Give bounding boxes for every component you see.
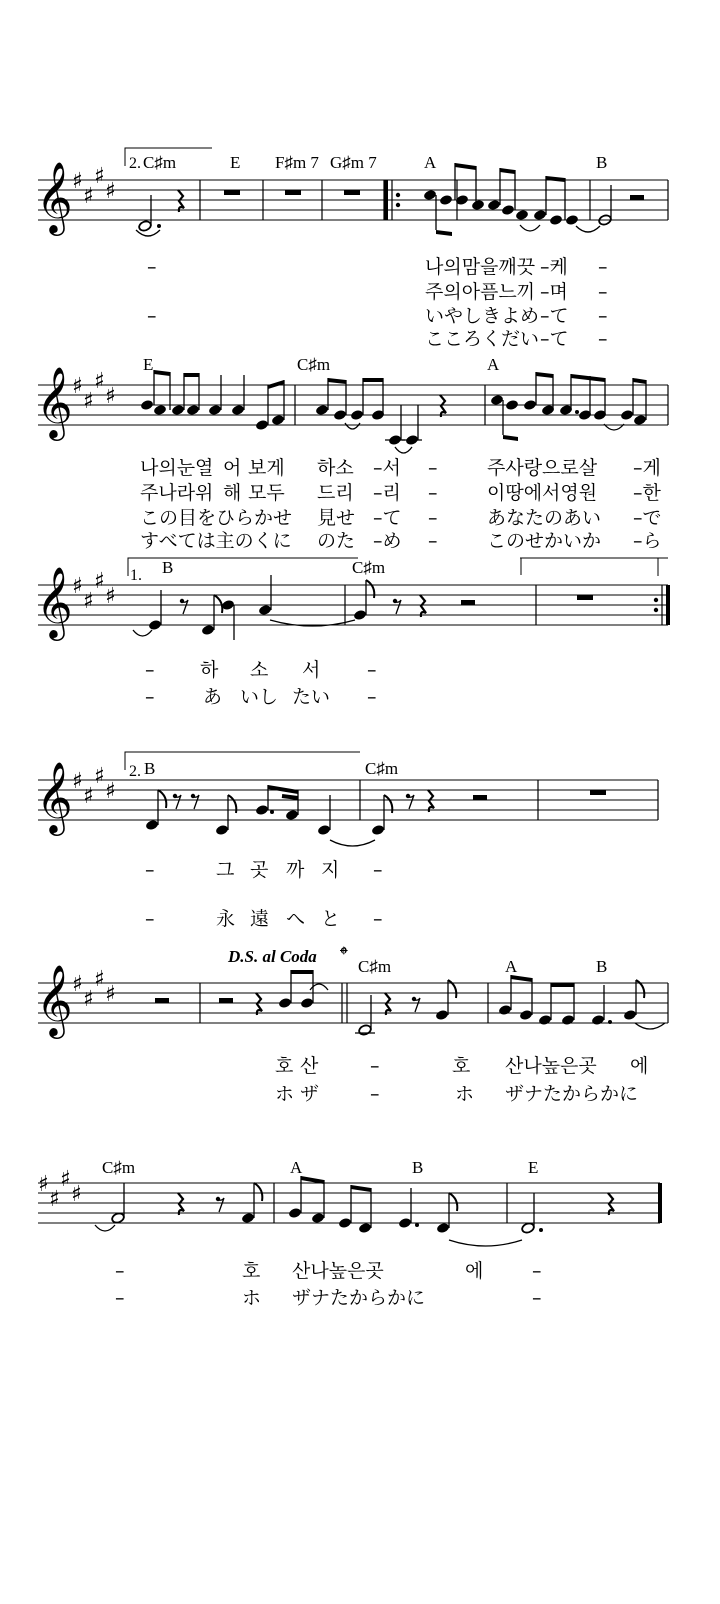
lyric-syllable: 호 [242,1260,261,1282]
note-head [523,399,537,411]
quarter-rest-icon [385,993,391,1015]
lyric-syllable: –서 [373,457,401,479]
lyric-syllable: この目をひらかせ [140,507,293,529]
note-head [435,1009,449,1021]
lyric-syllable: ザナたからかに [505,1083,639,1105]
note-beam [633,378,646,384]
note-head [138,220,152,232]
sharp-icon: ♯ [94,164,105,189]
note-head [285,809,299,821]
lyric-syllable: – [115,1287,125,1309]
lyric-syllable: 까 [286,859,305,881]
chord-label: E [143,355,154,374]
eighth-rest-icon [175,795,181,809]
lyric-syllable: 에 [630,1055,649,1077]
tie-slur [330,840,375,846]
chord-label: B [596,957,608,976]
volta-label: 2. [129,155,141,172]
note-head [278,997,292,1009]
lyric-syllable: – [373,859,383,881]
lyric-syllable: 주의아픔느끼 [425,281,536,303]
repeat-dot [396,193,400,197]
tie-slur [345,423,360,429]
note-head [549,214,563,226]
note-head [215,824,229,836]
note-beam [351,1185,371,1192]
note-head [208,404,222,416]
lyric-syllable: – [370,1055,380,1077]
lyric-syllable: このせかいか [487,530,602,552]
lyric-syllable: 遠 [250,908,270,930]
lyric-syllable: – [145,686,155,708]
note-dot [270,810,274,814]
note-head [333,409,347,421]
lyric-syllable: 호 [452,1055,471,1077]
note-beam [455,163,476,170]
chord-label: A [424,153,437,172]
chord-label: B [144,759,156,778]
sharp-icon: ♯ [105,982,116,1007]
tie-slur [576,226,600,232]
sharp-icon: ♯ [105,384,116,409]
note-head [358,1222,372,1234]
treble-clef-icon: 𝄞 [36,160,73,233]
lyric-syllable: ホ [275,1083,295,1105]
note-head [350,409,364,421]
note-beam [184,373,199,377]
lyric-syllable: あ [203,686,223,708]
lyric-syllable: – [367,659,377,681]
lyric-syllable: –케 [540,256,568,278]
note-head [140,399,154,411]
quarter-rest-icon [420,595,426,617]
half-rest-icon [630,195,644,200]
tie-slur [136,230,160,236]
note-head [353,609,367,621]
note-head [255,419,269,431]
lyric-syllable: – [598,305,608,327]
note-beam [503,435,518,441]
treble-clef-icon: 𝄞 [36,963,73,1036]
tie-slur [635,1023,665,1029]
lyric-syllable: 어 [223,457,242,479]
note-dot [608,1020,612,1024]
tie-slur [520,225,540,231]
note-head [111,1212,125,1224]
lyric-syllable: –ら [633,530,662,552]
note-head [565,214,579,226]
lyric-syllable: 하소 [317,457,354,479]
sharp-icon: ♯ [72,169,83,194]
lyric-syllable: 드리 [317,482,354,504]
note-flag [214,595,222,613]
chord-label: E [528,1158,539,1177]
lyric-syllable: – [598,256,608,278]
note-head [145,819,159,831]
note-head [487,199,501,211]
sharp-icon: ♯ [94,967,105,992]
lyric-syllable: –て [373,507,402,529]
sharp-icon: ♯ [72,574,83,599]
lyric-syllable: –め [373,530,402,552]
note-flag [254,1183,262,1201]
lyric-syllable: ザナたからかに [292,1287,426,1309]
note-dot [575,410,579,414]
lyric-syllable: 나의맘을깨끗 [425,256,536,278]
note-head [471,199,485,211]
chord-label: A [290,1158,303,1177]
half-rest-icon [219,998,233,1003]
sharp-icon: ♯ [94,369,105,394]
lyric-syllable: 나의눈열 [140,457,214,479]
ds-al-coda-marking: D.S. al Coda [228,947,317,966]
lyric-syllable: いし [240,686,279,708]
quarter-rest-icon [428,790,434,812]
note-beam [511,975,532,982]
sharp-icon: ♯ [72,769,83,794]
lyric-syllable: 산나높은곳 [505,1055,597,1077]
note-flag [158,790,166,808]
note-head [358,1024,372,1036]
lyric-syllable: – [428,507,438,529]
note-head [505,399,519,411]
whole-rest-icon [577,595,593,600]
note-beam [268,380,284,389]
lyric-syllable: 이땅에서영원 [487,482,598,504]
note-head [498,1004,512,1016]
lyric-syllable: いやしきよめ [425,305,540,327]
lyric-syllable: –리 [373,482,401,504]
lyric-syllable: –で [633,507,662,529]
lyric-syllable: ザ [300,1083,320,1105]
sharp-icon: ♯ [72,374,83,399]
lyric-syllable: – [428,482,438,504]
quarter-rest-icon [608,1193,614,1215]
lyric-syllable: – [428,457,438,479]
note-beam [536,372,553,378]
lyric-syllable: と [321,908,341,930]
lyric-syllable: –며 [540,281,568,303]
lyric-syllable: 곳 [250,859,269,881]
lyric-syllable: たい [292,686,331,708]
sharp-icon: ♯ [38,1172,49,1197]
note-head [423,189,437,201]
note-head [288,1207,302,1219]
lyric-syllable: – [598,328,608,350]
note-head [300,997,314,1009]
lyric-syllable: – [147,305,157,327]
note-beam [328,378,346,384]
note-head [241,1212,255,1224]
sharp-icon: ♯ [94,764,105,789]
note-beam [282,796,298,798]
note-head [271,414,285,426]
note-head [317,824,331,836]
lyric-syllable: –한 [633,482,661,504]
whole-rest-icon [285,190,301,195]
note-head [338,1217,352,1229]
note-beam [500,168,515,174]
chord-label: C♯m [143,153,177,172]
note-beam [154,370,170,376]
note-head [371,824,385,836]
note-head [148,619,162,631]
quarter-rest-icon [178,190,184,212]
sharp-icon: ♯ [72,972,83,997]
lyric-syllable: すべては主のくに [140,530,292,552]
sharp-icon: ♯ [105,779,116,804]
half-rest-icon [473,795,487,800]
tie-slur [395,447,412,453]
chord-label: C♯m [352,558,386,577]
note-head [623,1009,637,1021]
lyric-syllable: ホ [455,1083,475,1105]
lyric-syllable: 모두 [248,482,285,504]
lyric-syllable: 산 [300,1055,319,1077]
note-head [439,194,453,206]
lyric-syllable: のた [317,530,356,552]
note-head [311,1212,325,1224]
sharp-icon: ♯ [83,184,94,209]
repeat-dot [654,598,658,602]
chord-label: G♯m 7 [330,153,377,172]
note-head [561,1014,575,1026]
lyric-syllable: 산나높은곳 [292,1260,384,1282]
note-dot [539,1228,543,1232]
chord-label: B [162,558,174,577]
lyric-syllable: へ [286,908,306,930]
volta-bracket [125,752,360,770]
lyric-syllable: 보게 [248,457,285,479]
eighth-rest-icon [182,600,188,614]
whole-rest-icon [344,190,360,195]
note-head [519,1009,533,1021]
note-head [591,1014,605,1026]
note-head [186,404,200,416]
note-head [255,804,269,816]
note-head [171,404,185,416]
tie-slur [133,630,152,636]
chord-label: F♯m 7 [275,153,319,172]
chord-label: E [230,153,241,172]
note-head [490,394,504,406]
note-head [231,404,245,416]
lyric-syllable: – [145,659,155,681]
treble-clef-icon: 𝄞 [36,565,73,638]
note-head [501,204,515,216]
coda-icon: 𝄌 [340,943,348,968]
half-rest-icon [155,998,169,1003]
tie-slur [95,1225,115,1231]
note-head [398,1217,412,1229]
sharp-icon: ♯ [94,569,105,594]
eighth-rest-icon [218,1198,224,1212]
half-rest-icon [461,600,475,605]
sharp-icon: ♯ [83,389,94,414]
lyric-syllable: – [115,1260,125,1282]
volta-bracket [128,558,658,576]
lyric-syllable: – [367,686,377,708]
note-head [436,1222,450,1234]
tie-slur [449,1240,522,1246]
note-head [633,414,647,426]
repeat-dot [396,203,400,207]
note-head [515,209,529,221]
note-beam [363,378,383,382]
quarter-rest-icon [440,395,446,417]
lyric-syllable: 永 [216,908,236,930]
lyric-syllable: –て [540,305,569,327]
lyric-syllable: 하 [200,659,219,681]
whole-rest-icon [590,790,606,795]
treble-clef-icon: 𝄞 [36,365,73,438]
quarter-rest-icon [178,1193,184,1215]
chord-label: C♯m [297,355,331,374]
lyric-syllable: –て [540,328,569,350]
lyric-syllable: 주사랑으로살 [487,457,598,479]
chord-label: B [596,153,608,172]
chord-label: C♯m [365,759,399,778]
sharp-icon: ♯ [105,584,116,609]
treble-clef-icon: 𝄞 [36,760,73,833]
volta-label: 2. [129,763,141,780]
lyric-syllable: – [145,908,155,930]
note-dot [157,224,161,228]
lyric-syllable: 소 [250,659,269,681]
note-head [533,209,547,221]
lyric-syllable: – [532,1260,542,1282]
chord-label: A [505,957,518,976]
sharp-icon: ♯ [60,1167,71,1192]
sharp-icon: ♯ [83,589,94,614]
lyric-syllable: 에 [465,1260,484,1282]
repeat-dot [654,608,658,612]
chord-label: C♯m [102,1158,136,1177]
chord-label: C♯m [358,957,392,976]
note-head [521,1222,535,1234]
lyric-syllable: 주나라위 [140,482,214,504]
chord-label: A [487,355,500,374]
lyric-syllable: 호 [275,1055,294,1077]
note-beam [546,176,565,182]
note-dot [415,1223,419,1227]
lyric-syllable: – [532,1287,542,1309]
lyric-syllable: あなたのあい [487,507,602,529]
note-beam [551,983,574,987]
note-beam [436,230,452,236]
lyric-syllable: 그 [216,859,235,881]
quarter-rest-icon [256,993,262,1015]
sharp-icon: ♯ [83,784,94,809]
note-beam [268,785,298,794]
lyric-syllable: 서 [302,659,321,681]
note-flag [449,1193,457,1211]
sharp-icon: ♯ [105,179,116,204]
sharp-icon: ♯ [83,987,94,1012]
note-beam [571,374,605,382]
eighth-rest-icon [414,998,420,1012]
chord-label: B [412,1158,424,1177]
note-head [153,404,167,416]
lyric-syllable: – [598,281,608,303]
volta-label: 1. [130,567,142,584]
note-head [620,409,634,421]
lyric-syllable: 見せ [317,507,356,529]
eighth-rest-icon [395,600,401,614]
sharp-icon: ♯ [49,1187,60,1212]
lyric-syllable: ホ [242,1287,262,1309]
lyric-syllable: 해 [223,482,242,504]
note-head [201,624,215,636]
lyric-syllable: こころくだい [425,328,540,350]
lyric-syllable: –게 [633,457,661,479]
lyric-syllable: – [373,908,383,930]
lyric-syllable: – [428,530,438,552]
eighth-rest-icon [193,795,199,809]
lyric-syllable: – [370,1083,380,1105]
lyric-syllable: 지 [321,859,340,881]
note-beam [291,970,313,974]
whole-rest-icon [224,190,240,195]
lyric-syllable: – [147,256,157,278]
eighth-rest-icon [408,795,414,809]
note-head [315,404,329,416]
note-head [538,1014,552,1026]
sharp-icon: ♯ [71,1182,82,1207]
note-head [258,604,272,616]
lyric-syllable: – [145,859,155,881]
